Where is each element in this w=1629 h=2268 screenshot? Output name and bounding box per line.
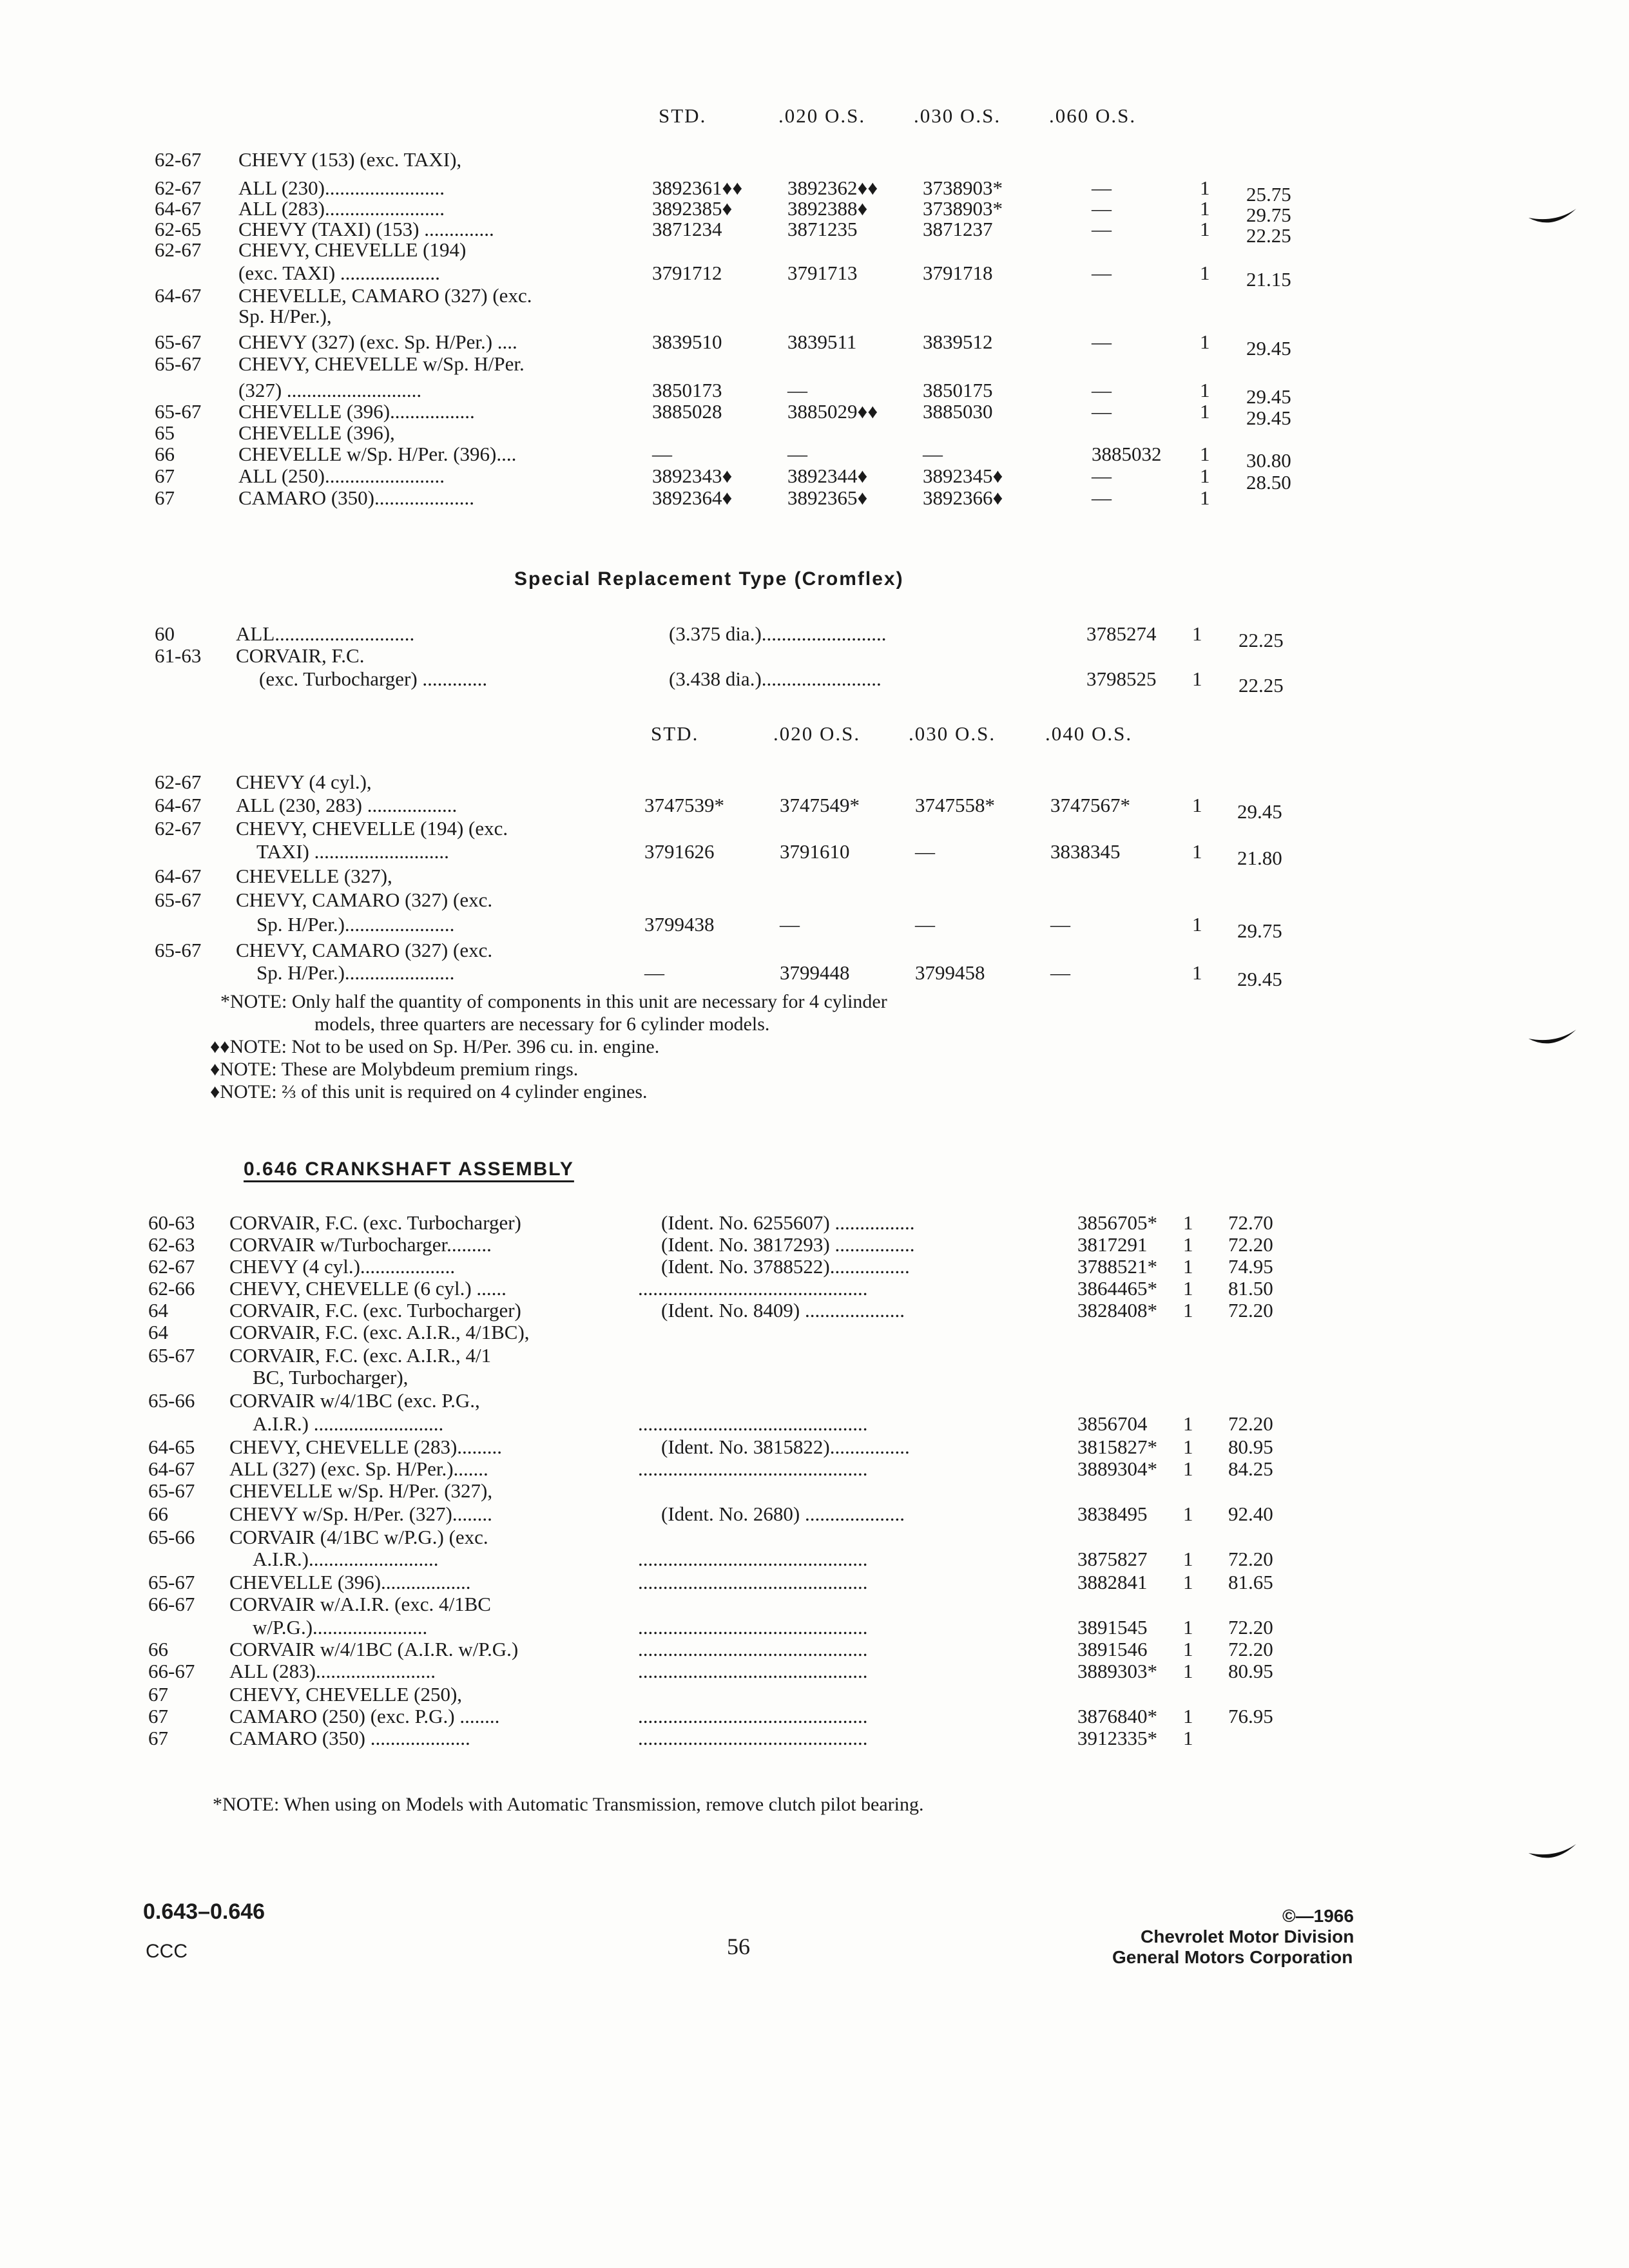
quantity: 1 <box>1183 1457 1193 1480</box>
price: 29.45 <box>1246 385 1291 408</box>
price: 22.25 <box>1239 674 1284 697</box>
price: 21.80 <box>1237 847 1282 869</box>
quantity: 1 <box>1183 1503 1193 1525</box>
col-030: .030 O.S. <box>909 722 996 745</box>
model-year: 64-65 <box>148 1436 195 1458</box>
table-row <box>0 484 1629 512</box>
spec: (3.375 dia.)......................... <box>669 622 887 645</box>
part-020: 3799448 <box>780 961 850 984</box>
quantity: 1 <box>1200 379 1210 401</box>
description: CHEVY, CHEVELLE (6 cyl.) ...... <box>229 1277 506 1300</box>
ident: .............................................. <box>638 1412 868 1435</box>
ident: (Ident. No. 3788522)................ <box>661 1255 910 1278</box>
ident: .............................................. <box>638 1457 868 1480</box>
col-std: STD. <box>651 722 699 745</box>
part-030: 3871237 <box>923 218 993 240</box>
description: CHEVELLE w/Sp. H/Per. (396).... <box>238 443 517 465</box>
description: CHEVY w/Sp. H/Per. (327)........ <box>229 1503 492 1525</box>
part-number: 3889304* <box>1077 1457 1157 1480</box>
part-020: 3791610 <box>780 840 850 863</box>
note-line: ♦♦NOTE: Not to be used on Sp. H/Per. 396 cu. in. engine. <box>210 1036 660 1057</box>
part-number: 3815827* <box>1077 1436 1157 1458</box>
table-row <box>0 146 1629 174</box>
part-020: — <box>787 443 807 465</box>
col-020: .020 O.S. <box>773 722 861 745</box>
part-030: — <box>915 913 935 936</box>
model-year: 62-65 <box>155 218 202 240</box>
description: BC, Turbocharger), <box>253 1366 409 1389</box>
description: CORVAIR, F.C. (exc. Turbocharger) <box>229 1299 521 1321</box>
model-year: 64-67 <box>155 197 202 220</box>
part-number: 3856704 <box>1077 1412 1148 1435</box>
part-030: 3892345♦ <box>923 465 1003 487</box>
description: ALL (283)........................ <box>229 1660 436 1682</box>
description: w/P.G.)....................... <box>253 1616 428 1639</box>
description: CHEVELLE, CAMARO (327) (exc. <box>238 284 532 307</box>
model-year: 65-67 <box>148 1344 195 1367</box>
model-year: 65-67 <box>155 889 202 911</box>
part-std: — <box>644 961 664 984</box>
description: CHEVY, CHEVELLE (194) <box>238 238 467 261</box>
table-row <box>0 302 1629 331</box>
model-year: 64 <box>148 1321 168 1343</box>
part-030: — <box>915 840 935 863</box>
price: 72.70 <box>1228 1211 1273 1234</box>
description: CHEVY, CHEVELLE (250), <box>229 1683 463 1706</box>
footer-division: Chevrolet Motor Division <box>1141 1927 1354 1946</box>
description: CHEVY, CHEVELLE (194) (exc. <box>236 817 508 840</box>
description: CHEVELLE (396)................. <box>238 400 475 423</box>
price: 72.20 <box>1228 1638 1273 1660</box>
crank-note: *NOTE: When using on Models with Automatic Transmission, remove clutch pilot bearing. <box>213 1794 924 1815</box>
description: CHEVY (153) (exc. TAXI), <box>238 148 462 171</box>
part-060: — <box>1092 465 1112 487</box>
model-year: 67 <box>155 465 175 487</box>
part-number: 3817291 <box>1077 1233 1148 1256</box>
table-row <box>0 665 1629 697</box>
description: A.I.R.).......................... <box>253 1548 439 1570</box>
spec: (3.438 dia.)........................ <box>669 668 882 690</box>
part-060: — <box>1092 400 1112 423</box>
model-year: 65-67 <box>155 331 202 353</box>
price: 28.50 <box>1246 471 1291 494</box>
part-std: 3747539* <box>644 794 724 816</box>
description: (exc. TAXI) .................... <box>238 262 440 284</box>
part-number: 3785274 <box>1086 622 1157 645</box>
description: ALL (230, 283) .................. <box>236 794 458 816</box>
description: ALL (250)........................ <box>238 465 445 487</box>
quantity: 1 <box>1192 794 1202 816</box>
quantity: 1 <box>1200 177 1210 199</box>
part-std: 3892361♦♦ <box>652 177 743 199</box>
quantity: 1 <box>1200 218 1210 240</box>
part-number: 3856705* <box>1077 1211 1157 1234</box>
description: CORVAIR w/4/1BC (exc. P.G., <box>229 1389 480 1412</box>
quantity: 1 <box>1192 913 1202 936</box>
part-060: — <box>1092 379 1112 401</box>
part-020: 3839511 <box>787 331 857 353</box>
description: CHEVY (4 cyl.), <box>236 771 372 793</box>
part-060: — <box>1092 197 1112 220</box>
quantity: 1 <box>1183 1705 1193 1727</box>
col-020: .020 O.S. <box>778 104 866 127</box>
description: CORVAIR, F.C. (exc. A.I.R., 4/1 <box>229 1344 492 1367</box>
model-year: 62-63 <box>148 1233 195 1256</box>
description: CAMARO (250) (exc. P.G.) ........ <box>229 1705 500 1727</box>
description: CAMARO (350) .................... <box>229 1727 470 1749</box>
description: A.I.R.) .......................... <box>253 1412 444 1435</box>
model-year: 65-67 <box>155 352 202 375</box>
model-year: 66 <box>148 1638 168 1660</box>
part-060: — <box>1092 218 1112 240</box>
part-std: 3799438 <box>644 913 715 936</box>
price: 76.95 <box>1228 1705 1273 1727</box>
price: 84.25 <box>1228 1457 1273 1480</box>
price: 30.80 <box>1246 449 1291 472</box>
description: Sp. H/Per.)...................... <box>256 913 455 936</box>
scan-mark <box>1527 1841 1579 1867</box>
model-year: 60 <box>155 622 175 645</box>
ident: .............................................. <box>638 1660 868 1682</box>
price: 72.20 <box>1228 1233 1273 1256</box>
quantity: 1 <box>1183 1727 1193 1749</box>
quantity: 1 <box>1200 486 1210 509</box>
description: CHEVY, CAMARO (327) (exc. <box>236 939 493 961</box>
price: 72.20 <box>1228 1412 1273 1435</box>
quantity: 1 <box>1200 400 1210 423</box>
quantity: 1 <box>1192 961 1202 984</box>
description: CHEVELLE (396).................. <box>229 1571 471 1593</box>
model-year: 62-67 <box>155 238 202 261</box>
part-040: — <box>1050 913 1070 936</box>
model-year: 66 <box>148 1503 168 1525</box>
quantity: 1 <box>1200 262 1210 284</box>
price: 72.20 <box>1228 1548 1273 1570</box>
description: Sp. H/Per.), <box>238 305 332 327</box>
part-030: 3747558* <box>915 794 995 816</box>
description: CHEVELLE (327), <box>236 865 392 887</box>
part-number: 3912335* <box>1077 1727 1157 1749</box>
ident: .............................................. <box>638 1571 868 1593</box>
description: TAXI) ........................... <box>256 840 449 863</box>
special-replacement-title: Special Replacement Type (Cromflex) <box>514 568 904 590</box>
description: CORVAIR w/Turbocharger......... <box>229 1233 492 1256</box>
note-line: ♦NOTE: ⅔ of this unit is required on 4 cylinder engines. <box>210 1081 648 1102</box>
quantity: 1 <box>1183 1548 1193 1570</box>
part-number: 3788521* <box>1077 1255 1157 1278</box>
description: CHEVY (4 cyl.)................... <box>229 1255 456 1278</box>
price: 29.75 <box>1246 204 1291 226</box>
description: CHEVY, CAMARO (327) (exc. <box>236 889 493 911</box>
part-std: 3791712 <box>652 262 722 284</box>
description: (327) ........................... <box>238 379 422 401</box>
part-020: — <box>787 379 807 401</box>
col-060: .060 O.S. <box>1049 104 1137 127</box>
quantity: 1 <box>1183 1616 1193 1639</box>
ident: .............................................. <box>638 1727 868 1749</box>
part-030: — <box>923 443 943 465</box>
col-std: STD. <box>659 104 707 127</box>
quantity: 1 <box>1200 465 1210 487</box>
column-header-row-1 <box>0 102 1629 130</box>
scan-mark <box>1527 1027 1579 1053</box>
part-040: 3747567* <box>1050 794 1130 816</box>
price: 80.95 <box>1228 1436 1273 1458</box>
ident: .............................................. <box>638 1705 868 1727</box>
quantity: 1 <box>1183 1660 1193 1682</box>
part-020: 3791713 <box>787 262 858 284</box>
part-020: 3892365♦ <box>787 486 868 509</box>
model-year: 66-67 <box>148 1593 195 1615</box>
quantity: 1 <box>1183 1277 1193 1300</box>
part-number: 3889303* <box>1077 1660 1157 1682</box>
price: 92.40 <box>1228 1503 1273 1525</box>
model-year: 67 <box>148 1727 168 1749</box>
model-year: 65-67 <box>148 1479 195 1502</box>
part-020: 3871235 <box>787 218 858 240</box>
part-060: — <box>1092 331 1112 353</box>
part-std: 3871234 <box>652 218 722 240</box>
part-number: 3891545 <box>1077 1616 1148 1639</box>
quantity: 1 <box>1183 1233 1193 1256</box>
part-std: 3839510 <box>652 331 722 353</box>
crankshaft-section-title: 0.646 CRANKSHAFT ASSEMBLY <box>244 1158 574 1180</box>
description: CAMARO (350).................... <box>238 486 474 509</box>
part-020: 3892388♦ <box>787 197 868 220</box>
footer-corporation: General Motors Corporation <box>1112 1947 1353 1967</box>
ident: (Ident. No. 6255607) ................ <box>661 1211 915 1234</box>
model-year: 66-67 <box>148 1660 195 1682</box>
model-year: 67 <box>148 1705 168 1727</box>
note-line: *NOTE: Only half the quantity of components in this unit are necessary for 4 cylinder <box>220 991 887 1012</box>
scan-mark <box>1527 205 1579 231</box>
description: CORVAIR, F.C. (exc. A.I.R., 4/1BC), <box>229 1321 530 1343</box>
price: 29.45 <box>1246 407 1291 429</box>
quantity: 1 <box>1200 331 1210 353</box>
price: 25.75 <box>1246 183 1291 206</box>
ident: (Ident. No. 2680) .................... <box>661 1503 905 1525</box>
part-060: — <box>1092 262 1112 284</box>
quantity: 1 <box>1183 1436 1193 1458</box>
quantity: 1 <box>1183 1299 1193 1321</box>
quantity: 1 <box>1183 1255 1193 1278</box>
price: 81.65 <box>1228 1571 1273 1593</box>
footer-copyright: ©—1966 <box>1282 1906 1354 1926</box>
part-040: 3838345 <box>1050 840 1121 863</box>
price: 29.75 <box>1237 919 1282 942</box>
part-030: 3839512 <box>923 331 993 353</box>
footer-code: CCC <box>146 1941 188 1962</box>
part-030: 3738903* <box>923 197 1003 220</box>
quantity: 1 <box>1200 197 1210 220</box>
quantity: 1 <box>1183 1412 1193 1435</box>
model-year: 62-67 <box>155 177 202 199</box>
note-line: models, three quarters are necessary for 6 cylinder models. <box>314 1014 770 1035</box>
part-020: 3892344♦ <box>787 465 868 487</box>
description: (exc. Turbocharger) ............. <box>259 668 488 690</box>
model-year: 64-67 <box>148 1457 195 1480</box>
ident: .............................................. <box>638 1548 868 1570</box>
part-030: 3892366♦ <box>923 486 1003 509</box>
part-number: 3876840* <box>1077 1705 1157 1727</box>
model-year: 65-66 <box>148 1526 195 1548</box>
description: CORVAIR (4/1BC w/P.G.) (exc. <box>229 1526 488 1548</box>
price: 22.25 <box>1239 629 1284 651</box>
model-year: 66 <box>155 443 175 465</box>
description: CHEVELLE (396), <box>238 421 395 444</box>
model-year: 62-67 <box>155 771 202 793</box>
part-number: 3882841 <box>1077 1571 1148 1593</box>
model-year: 65-67 <box>155 400 202 423</box>
model-year: 64-67 <box>155 794 202 816</box>
part-std: 3885028 <box>652 400 722 423</box>
part-060: — <box>1092 486 1112 509</box>
part-number: 3891546 <box>1077 1638 1148 1660</box>
column-header-row-2 <box>0 720 1629 748</box>
price: 29.45 <box>1237 800 1282 823</box>
description: CORVAIR w/4/1BC (A.I.R. w/P.G.) <box>229 1638 519 1660</box>
model-year: 60-63 <box>148 1211 195 1234</box>
table-row <box>0 910 1629 942</box>
part-number: 3828408* <box>1077 1299 1157 1321</box>
quantity: 1 <box>1183 1571 1193 1593</box>
model-year: 64 <box>148 1299 168 1321</box>
note-line: ♦NOTE: These are Molybdeum premium rings. <box>210 1059 579 1080</box>
part-number: 3798525 <box>1086 668 1157 690</box>
model-year: 64-67 <box>155 284 202 307</box>
part-020: 3747549* <box>780 794 860 816</box>
model-year: 62-67 <box>148 1255 195 1278</box>
part-std: — <box>652 443 672 465</box>
price: 29.45 <box>1237 968 1282 990</box>
part-number: 3838495 <box>1077 1503 1148 1525</box>
description: CHEVY, CHEVELLE w/Sp. H/Per. <box>238 352 525 375</box>
part-030: 3850175 <box>923 379 993 401</box>
part-std: 3892343♦ <box>652 465 733 487</box>
ident: (Ident. No. 3817293) ................ <box>661 1233 915 1256</box>
part-std: 3892364♦ <box>652 486 733 509</box>
part-020: 3885029♦♦ <box>787 400 878 423</box>
description: ALL (283)........................ <box>238 197 445 220</box>
model-year: 61-63 <box>155 644 202 667</box>
description: CORVAIR, F.C. <box>236 644 365 667</box>
model-year: 67 <box>148 1683 168 1706</box>
description: CHEVY (TAXI) (153) .............. <box>238 218 494 240</box>
quantity: 1 <box>1200 443 1210 465</box>
ident: .............................................. <box>638 1277 868 1300</box>
model-year: 62-66 <box>148 1277 195 1300</box>
price: 29.45 <box>1246 337 1291 360</box>
ident: (Ident. No. 3815822)................ <box>661 1436 910 1458</box>
part-060: — <box>1092 177 1112 199</box>
price: 74.95 <box>1228 1255 1273 1278</box>
table-row <box>0 959 1629 990</box>
model-year: 65-67 <box>155 939 202 961</box>
model-year: 67 <box>155 486 175 509</box>
part-030: 3738903* <box>923 177 1003 199</box>
model-year: 65-67 <box>148 1571 195 1593</box>
part-030: 3799458 <box>915 961 985 984</box>
description: ALL (327) (exc. Sp. H/Per.)....... <box>229 1457 488 1480</box>
price: 72.20 <box>1228 1299 1273 1321</box>
col-030: .030 O.S. <box>914 104 1001 127</box>
part-060: 3885032 <box>1092 443 1162 465</box>
table-row <box>0 1724 1629 1753</box>
model-year: 65-66 <box>148 1389 195 1412</box>
price: 21.15 <box>1246 268 1291 291</box>
part-030: 3791718 <box>923 262 993 284</box>
part-030: 3885030 <box>923 400 993 423</box>
part-020: — <box>780 913 800 936</box>
description: CHEVY, CHEVELLE (283)......... <box>229 1436 503 1458</box>
price: 80.95 <box>1228 1660 1273 1682</box>
ident: .............................................. <box>638 1638 868 1660</box>
page-number: 56 <box>727 1934 750 1959</box>
description: ALL (230)........................ <box>238 177 445 199</box>
model-year: 65 <box>155 421 175 444</box>
description: Sp. H/Per.)...................... <box>256 961 455 984</box>
part-number: 3875827 <box>1077 1548 1148 1570</box>
ident: (Ident. No. 8409) .................... <box>661 1299 905 1321</box>
footer-section-range: 0.643–0.646 <box>143 1899 265 1924</box>
description: CHEVY (327) (exc. Sp. H/Per.) .... <box>238 331 517 353</box>
part-std: 3791626 <box>644 840 715 863</box>
price: 72.20 <box>1228 1616 1273 1639</box>
description: CORVAIR, F.C. (exc. Turbocharger) <box>229 1211 521 1234</box>
description: CHEVELLE w/Sp. H/Per. (327), <box>229 1479 493 1502</box>
part-std: 3892385♦ <box>652 197 733 220</box>
description: ALL............................ <box>236 622 415 645</box>
quantity: 1 <box>1192 622 1202 645</box>
quantity: 1 <box>1183 1211 1193 1234</box>
part-std: 3850173 <box>652 379 722 401</box>
part-020: 3892362♦♦ <box>787 177 878 199</box>
part-040: — <box>1050 961 1070 984</box>
quantity: 1 <box>1192 668 1202 690</box>
price: 81.50 <box>1228 1277 1273 1300</box>
price: 22.25 <box>1246 224 1291 247</box>
quantity: 1 <box>1183 1638 1193 1660</box>
model-year: 64-67 <box>155 865 202 887</box>
model-year: 62-67 <box>155 148 202 171</box>
table-row <box>0 350 1629 378</box>
description: CORVAIR w/A.I.R. (exc. 4/1BC <box>229 1593 491 1615</box>
quantity: 1 <box>1192 840 1202 863</box>
model-year: 62-67 <box>155 817 202 840</box>
part-number: 3864465* <box>1077 1277 1157 1300</box>
col-040: .040 O.S. <box>1045 722 1133 745</box>
ident: .............................................. <box>638 1616 868 1639</box>
